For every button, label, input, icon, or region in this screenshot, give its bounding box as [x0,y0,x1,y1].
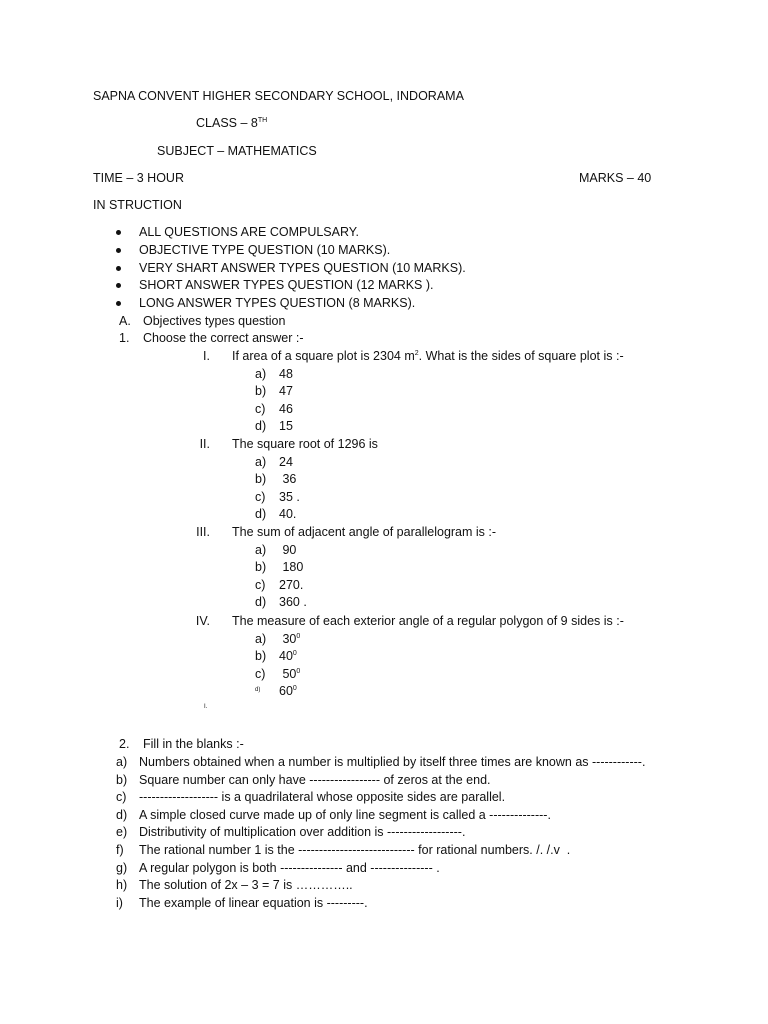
question-text [232,349,624,363]
degree-sup: 0 [296,632,301,640]
option-text: 36 [279,472,297,487]
blank-text: Distributivity of multiplication over addition is ------------------. [139,825,466,840]
option-value [279,384,293,398]
option-value [279,507,296,521]
question-text [232,525,496,539]
option-text: 40. [279,507,297,522]
degree-sup: 0 [292,650,297,658]
option-label: b) [255,649,267,664]
option-value [279,543,296,557]
question-number: II. [199,437,210,451]
option-label: c) [255,666,266,681]
option-value [279,560,303,574]
question-text-sup: 2 [414,350,419,357]
option-value [279,402,293,416]
option-text: 15 [279,419,293,434]
question-1-title: Choose the correct answer :- [143,331,304,345]
question-text-main: If area of a square plot is 2304 m [232,349,415,363]
option-value [279,472,296,486]
blank-text: A regular polygon is both --------------- and --------------- . [139,860,440,875]
time-label: TIME – 3 HOUR [93,171,184,185]
option-label: c) [255,489,266,504]
option-label: d) [255,687,261,694]
option-value [279,455,293,469]
option-text: 47 [279,384,293,399]
instruction-item: VERY SHART ANSWER TYPES QUESTION (10 MARKS). [139,260,466,275]
instruction-item: OBJECTIVE TYPE QUESTION (10 MARKS). [139,242,391,257]
option-text: 90 [279,542,297,557]
option-label: b) [255,560,267,575]
bullet-icon [116,248,121,253]
option-value [279,667,300,681]
option-text: 48 [279,366,293,381]
option-text: 270. [279,577,304,592]
option-value [279,649,297,663]
blank-text: The rational number 1 is the ---------------------------- for rational numbers. /. /.v . [139,843,571,857]
blank-text: A simple closed curve made up of only line segment is called a --------------. [139,807,551,822]
instruction-item: SHORT ANSWER TYPES QUESTION (12 MARKS ). [139,278,434,293]
blank-text: Square number can only have ----------------- of zeros at the end. [139,772,491,787]
question-text-main: The sum of adjacent angle of parallelogram is :- [232,525,497,539]
option-value [279,490,300,504]
option-value [279,419,293,433]
bullet-icon [116,266,121,271]
option-label: a) [255,542,267,557]
option-text: 60 [279,684,293,699]
option-label: b) [255,472,267,487]
bullet-icon [116,230,121,235]
degree-sup: 0 [296,667,301,675]
stray-list-marker: I. [204,704,208,710]
option-label: d) [255,595,267,610]
instruction-item: ALL QUESTIONS ARE COMPULSARY. [139,225,359,239]
question-text [232,437,378,451]
blank-label: f) [116,843,124,857]
blank-label: c) [116,790,127,805]
bullet-icon [116,301,121,306]
blank-label: b) [116,772,128,787]
subject-heading: SUBJECT – MATHEMATICS [157,144,317,158]
section-a-title: Objectives types question [143,314,286,328]
option-text: 360 . [279,595,307,610]
question-2-title: Fill in the blanks :- [143,737,244,751]
question-text-main: The measure of each exterior angle of a regular polygon of 9 sides is :- [232,614,624,628]
instruction-item: LONG ANSWER TYPES QUESTION (8 MARKS). [139,296,416,311]
option-label: d) [255,419,267,434]
blank-text: The solution of 2x – 3 = 7 is ………….. [139,878,353,893]
option-text: 180 [279,560,304,575]
degree-sup: 0 [292,685,297,693]
option-value [279,684,297,698]
blank-text: The example of linear equation is ---------. [139,895,368,910]
option-label: d) [255,507,267,522]
question-text [232,614,624,628]
option-text: 50 [279,666,297,681]
question-number: IV. [195,614,210,628]
question-2-marker: 2. [119,737,130,751]
blank-label: h) [116,878,128,893]
section-a-marker: A. [119,314,131,328]
question-1-marker: 1. [119,331,130,345]
option-label: b) [255,384,267,399]
question-text-tail: . What is the sides of square plot is :- [418,349,624,363]
blank-label: i) [116,895,123,910]
blank-text: Numbers obtained when a number is multiplied by itself three times are known as ------------. [139,755,646,769]
option-text: 24 [279,454,293,469]
question-number: III. [196,525,210,539]
option-value [279,578,303,592]
option-label: a) [255,366,267,381]
blank-label: e) [116,825,128,840]
option-label: c) [255,401,266,416]
option-text: 35 . [279,489,300,504]
question-text-main: The square root of 1296 is [232,437,378,451]
bullet-icon [116,283,121,288]
option-label: c) [255,577,266,592]
marks-label: MARKS – 40 [579,171,652,185]
option-label: a) [255,454,267,469]
class-heading: CLASS – 8TH [196,116,268,130]
option-value [279,367,293,381]
option-value [279,595,307,609]
option-label: a) [255,631,267,646]
blank-label: g) [116,860,128,875]
option-text: 46 [279,401,293,416]
option-text: 40 [279,649,293,664]
option-text: 30 [279,631,297,646]
instruction-heading: IN STRUCTION [93,198,182,212]
blank-label: a) [116,755,128,769]
blank-label: d) [116,807,128,822]
option-value [279,632,300,646]
blank-text: ------------------- is a quadrilateral whose opposite sides are parallel. [139,790,506,805]
question-number: I. [203,349,210,363]
school-name: SAPNA CONVENT HIGHER SECONDARY SCHOOL, INDORAMA [93,89,464,103]
